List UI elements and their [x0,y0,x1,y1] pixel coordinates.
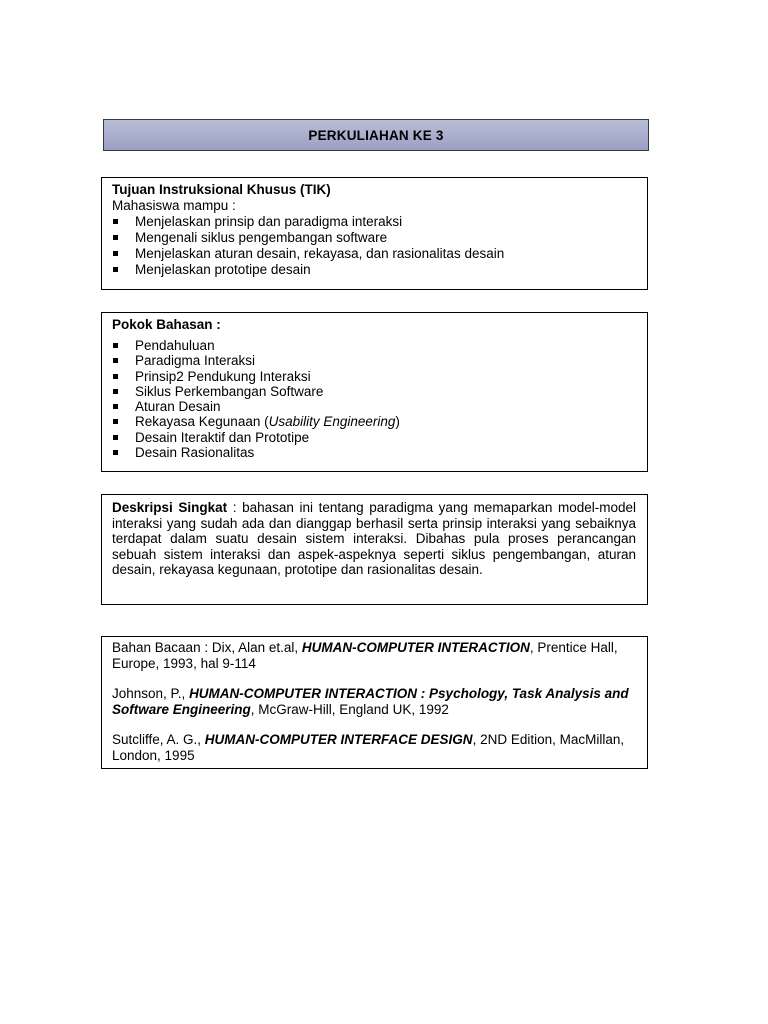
deskripsi-text: : bahasan ini tentang paradigma yang memaparkan model-model interaksi yang sudah ada dan dianggap berhasil serta prinsip interaksi yang sebaiknya terdapat dalam suatu desain sistem interaksi. Dibahas pula proses perancangan sebuah sistem interaksi dan aspek-aspeknya seperti siklus pengembangan, aturan desain, rekayasa kegunaan, prototipe dan rasionalitas desain. [112,500,636,577]
reference-text: Bahan Bacaan : Dix, Alan et.al, [112,640,302,655]
tik-list [112,214,636,278]
reference-text: , McGraw-Hill, England UK, 1992 [250,702,449,717]
bullet-icon [113,374,118,379]
pokok-list [112,338,636,460]
reference-text: , Prentice Hall, Europe, 1993, hal 9-114 [112,640,618,671]
pokok-bahasan-box [101,312,648,472]
list-item-text: Prinsip2 Pendukung Interaksi [135,368,311,384]
bullet-icon [113,219,118,224]
list-item-text: Rekayasa Kegunaan ( [135,414,269,430]
bullet-icon [113,435,118,440]
bullet-icon [113,389,118,394]
list-item [112,262,636,278]
list-item [112,246,636,262]
references-box [101,636,648,769]
deskripsi-paragraph [112,500,636,578]
list-item-text: Menjelaskan aturan desain, rekayasa, dan rasionalitas desain [135,246,505,261]
list-item-text: Siklus Perkembangan Software [135,383,324,399]
list-item [112,430,636,445]
lecture-header-box [103,119,649,151]
list-item [112,414,636,429]
list-item-text: ) [395,414,400,430]
list-item [112,214,636,230]
reference-title: HUMAN-COMPUTER INTERACTION [301,640,530,655]
list-item-text: Mengenali siklus pengembangan software [135,230,388,245]
list-item-text: Aturan Desain [135,399,221,415]
deskripsi-box [101,494,648,605]
reference-item [112,732,636,764]
list-item-text: Desain Iteraktif dan Prototipe [135,429,310,445]
deskripsi-label: Deskripsi Singkat [112,500,228,515]
list-item-text: Paradigma Interaksi [135,353,256,369]
bullet-icon [113,267,118,272]
lecture-title: PERKULIAHAN KE 3 [308,127,444,143]
bullet-icon [113,404,118,409]
list-item [112,338,636,353]
list-item [112,353,636,368]
bullet-icon [113,343,118,348]
bullet-icon [113,235,118,240]
reference-text: Johnson, P., [112,686,190,701]
reference-item [112,686,636,718]
list-item [112,384,636,399]
list-item [112,399,636,414]
list-item [112,369,636,384]
list-item-text: Menjelaskan prinsip dan paradigma interaksi [135,214,403,229]
list-item-text: Desain Rasionalitas [135,445,255,461]
list-item-italic-text: Usability Engineering [268,414,396,430]
reference-text: , 2ND Edition, MacMillan, London, 1995 [112,732,625,763]
list-item-text: Pendahuluan [135,338,215,353]
list-item [112,445,636,460]
reference-title: HUMAN-COMPUTER INTERFACE DESIGN [204,732,473,747]
bullet-icon [113,358,118,363]
pokok-heading: Pokok Bahasan : [112,317,221,332]
tik-box [101,177,648,290]
reference-item [112,640,636,672]
list-item [112,230,636,246]
tik-heading: Tujuan Instruksional Khusus (TIK) [112,182,331,197]
tik-intro: Mahasiswa mampu : [112,198,236,213]
bullet-icon [113,419,118,424]
list-item-text: Menjelaskan prototipe desain [135,262,311,277]
reference-title: HUMAN-COMPUTER INTERACTION : Psychology, Task Analysis and Software Engineering [112,686,629,717]
bullet-icon [113,251,118,256]
reference-text: Sutcliffe, A. G., [112,732,205,747]
bullet-icon [113,450,118,455]
